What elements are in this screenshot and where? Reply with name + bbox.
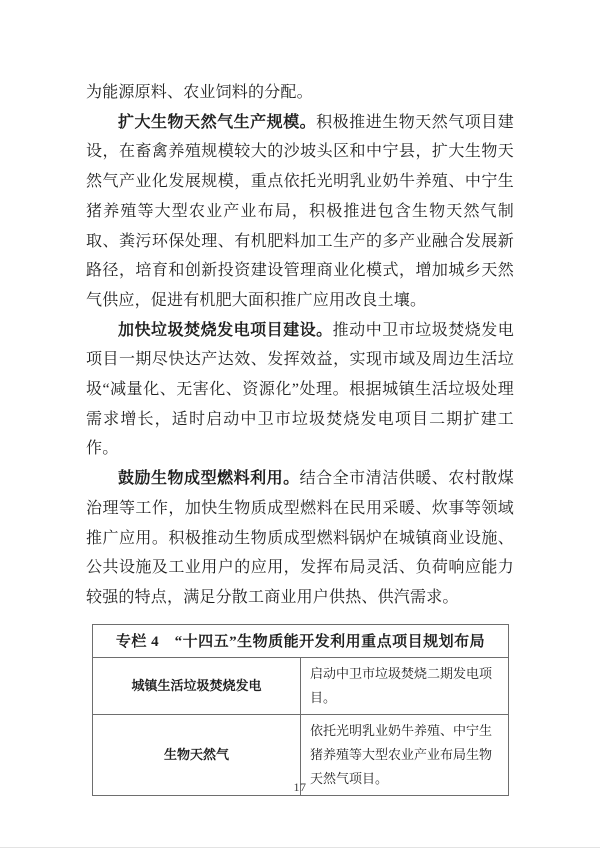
table-title-row (93, 624, 509, 657)
paragraph (86, 464, 514, 613)
column-box-table (92, 624, 509, 796)
paragraph-text: 积极推进生物天然气项目建设，在畜禽养殖规模较大的沙坡头区和中宁县，扩大生物天然气产业化发展规模，重点依托光明乳业奶牛养殖、中宁生猪养殖等大型农业产业布局，积极推进包含生物天然气制取、粪污环保处理、有机肥料加工生产的多产业融合发展新路径，培育和创新投资建设管理商业化模式，增加城乡天然气供应，促进有机肥大面积推广应用改良土壤。 (86, 113, 514, 309)
paragraph (86, 108, 514, 316)
paragraph-lead: 加快垃圾焚烧发电项目建设。 (118, 321, 333, 339)
row-label: 生物天然气 (93, 714, 301, 795)
paragraph-lead: 鼓励生物成型燃料利用。 (118, 470, 300, 488)
row-desc: 依托光明乳业奶牛养殖、中宁生猪养殖等大型农业产业布局生物天然气项目。 (301, 714, 509, 795)
paragraph-text: 为能源原料、农业饲料的分配。 (86, 84, 313, 101)
page-number: 17 (293, 780, 307, 794)
paragraph (86, 78, 514, 108)
paragraph (86, 316, 514, 465)
paragraph-lead: 扩大生物天然气生产规模。 (118, 113, 317, 131)
paragraph-text: 结合全市清洁供暖、农村散煤治理等工作，加快生物质成型燃料在民用采暖、炊事等领域推广应用。积极推动生物质成型燃料锅炉在城镇商业设施、公共设施及工业用户的应用，发挥布局灵活、负荷响应能力较强的特点，满足分散工商业用户供热、供汽需求。 (86, 470, 514, 606)
paragraph-text: 推动中卫市垃圾焚烧发电项目一期尽快达产达效、发挥效益，实现市域及周边生活垃圾“减量化、无害化、资源化”处理。根据城镇生活垃圾处理需求增长，适时启动中卫市垃圾焚烧发电项目二期扩建工作。 (86, 321, 514, 458)
row-label: 城镇生活垃圾焚烧发电 (93, 657, 301, 714)
document-body (86, 78, 514, 796)
table-title: 专栏 4 “十四五”生物质能开发利用重点项目规划布局 (93, 624, 509, 657)
row-desc: 启动中卫市垃圾焚烧二期发电项目。 (301, 657, 509, 714)
table-row (93, 657, 509, 714)
